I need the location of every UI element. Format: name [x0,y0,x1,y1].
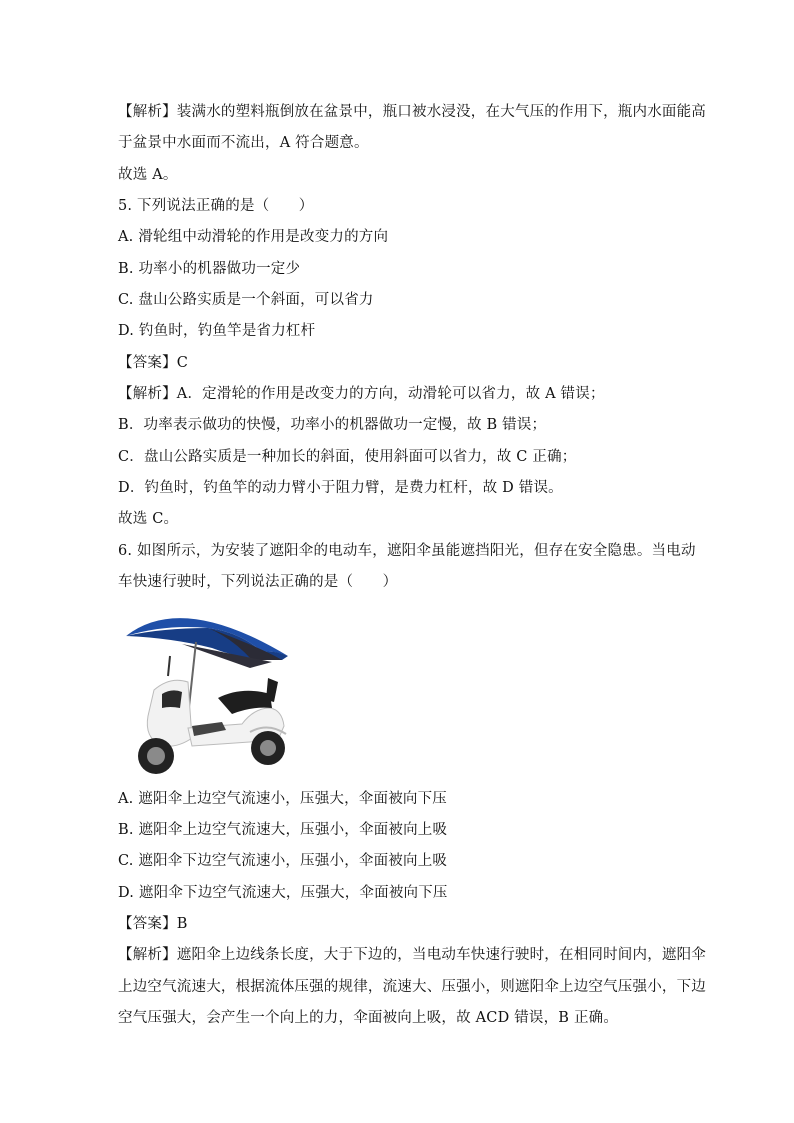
question-6-option-a: A. 遮阳伞上边空气流速小，压强大，伞面被向下压 [118,791,447,807]
question-5-title: 5. 下列说法正确的是（ ） [118,198,314,214]
question-5-analysis-c: C．盘山公路实质是一种加长的斜面，使用斜面可以省力，故 C 正确； [118,449,577,465]
question-5-choice: 故选 C。 [118,511,179,527]
question-5-option-d: D. 钓鱼时，钓鱼竿是省力杠杆 [118,323,316,339]
question-6-option-d: D. 遮阳伞下边空气流速大，压强大，伞面被向下压 [118,885,448,901]
question-6-analysis-line-3: 空气压强大，会产生一个向上的力，伞面被向上吸，故 ACD 错误，B 正确。 [118,1010,619,1026]
text-line-3: 故选 A。 [118,167,178,183]
question-6-title-line-1: 6. 如图所示，为安装了遮阳伞的电动车，遮阳伞虽能遮挡阳光，但存在安全隐患。当电动 [118,543,696,559]
question-5-analysis-b: B．功率表示做功的快慢，功率小的机器做功一定慢，故 B 错误； [118,417,547,433]
question-6-analysis-line-2: 上边空气流速大，根据流体压强的规律，流速大、压强小，则遮阳伞上边空气压强小，下边 [118,979,706,995]
question-5-analysis-a: 【解析】A．定滑轮的作用是改变力的方向，动滑轮可以省力，故 A 错误； [118,386,605,402]
question-6-answer: 【答案】B [118,916,188,932]
question-5-option-a: A. 滑轮组中动滑轮的作用是改变力的方向 [118,229,389,245]
question-5-answer: 【答案】C [118,355,189,371]
question-6-option-b: B. 遮阳伞上边空气流速大，压强小，伞面被向上吸 [118,822,448,838]
question-6-analysis-line-1: 【解析】遮阳伞上边线条长度，大于下边的，当电动车快速行驶时，在相同时间内，遮阳伞 [118,947,706,963]
question-5-analysis-d: D．钓鱼时，钓鱼竿的动力臂小于阻力臂，是费力杠杆，故 D 错误。 [118,480,563,496]
scooter-umbrella-figure [122,598,297,780]
text-line-2: 于盆景中水面而不流出，A 符合题意。 [118,135,369,151]
question-5-option-b: B. 功率小的机器做功一定少 [118,261,301,277]
question-6-option-c: C. 遮阳伞下边空气流速小，压强小，伞面被向上吸 [118,853,448,869]
text-line-1: 【解析】装满水的塑料瓶倒放在盆景中，瓶口被水浸没，在大气压的作用下，瓶内水面能高 [118,104,706,120]
question-6-title-line-2: 车快速行驶时，下列说法正确的是（ ） [118,574,398,590]
question-5-option-c: C. 盘山公路实质是一个斜面，可以省力 [118,292,374,308]
